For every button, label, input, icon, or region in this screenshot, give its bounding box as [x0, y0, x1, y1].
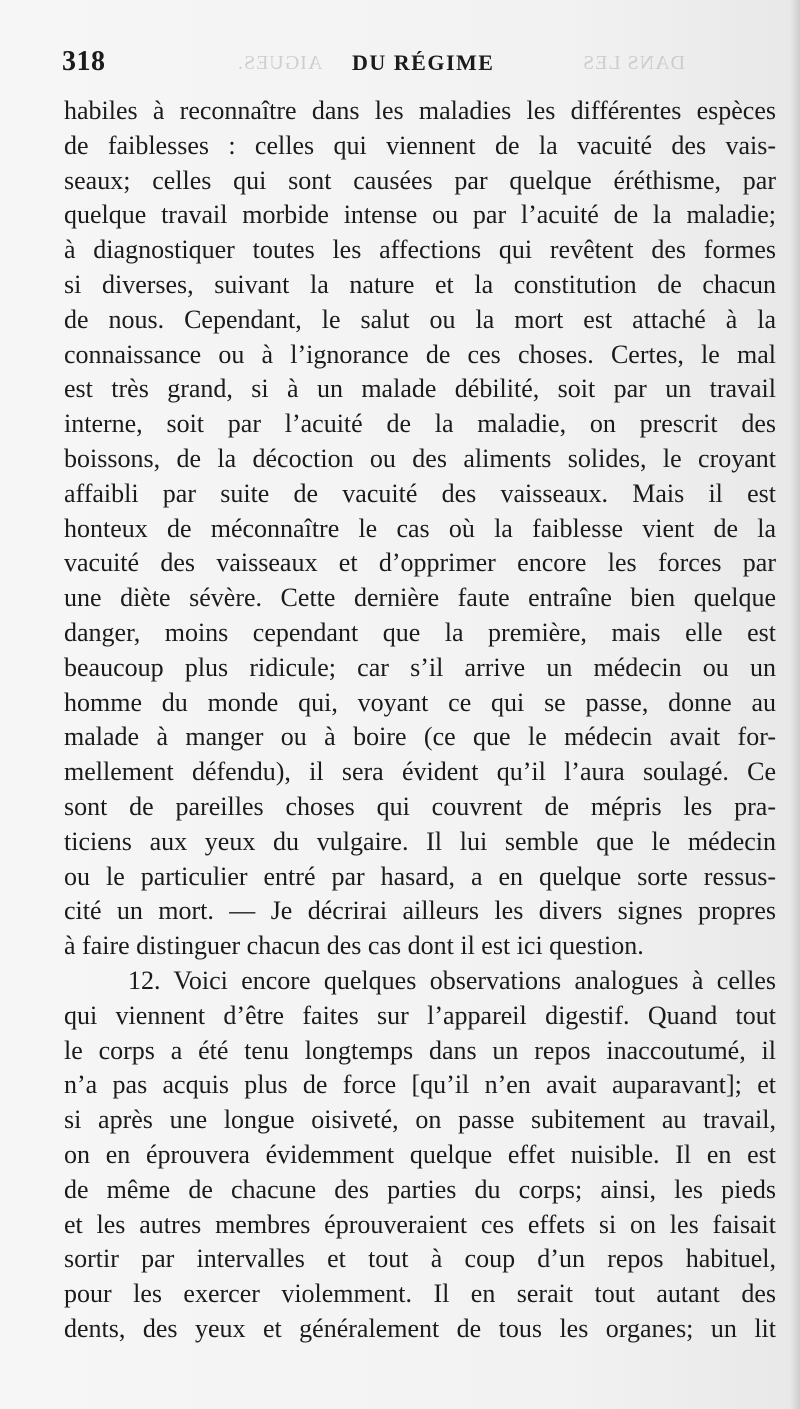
- text-line-paragraph-start: 12. Voici encore quelques observations analogues à celles: [128, 965, 776, 995]
- text-line: seaux; celles qui sont causées par quelque éréthisme, par: [64, 165, 776, 195]
- page-edge-shadow: [790, 0, 800, 1409]
- text-line: malade à manger ou à boire (ce que le médecin avait for-: [64, 722, 776, 752]
- text-line: si diverses, suivant la nature et la constitution de chacun: [64, 269, 776, 299]
- text-line: boissons, de la décoction ou des aliments solides, le croyant: [64, 443, 776, 473]
- body-text: [64, 94, 776, 1347]
- text-line: interne, soit par l’acuité de la maladie, on prescrit des: [64, 409, 776, 439]
- text-line: qui viennent d’être faites sur l’appareil digestif. Quand tout: [64, 1000, 776, 1030]
- text-line: beaucoup plus ridicule; car s’il arrive un médecin ou un: [64, 652, 776, 682]
- text-line: habiles à reconnaître dans les maladies les différentes espèces: [64, 96, 776, 125]
- bleed-through-text-right: DANS LES: [582, 52, 686, 74]
- running-title: DU RÉGIME: [352, 50, 495, 75]
- text-line: une diète sévère. Cette dernière faute entraîne bien quelque: [64, 583, 776, 613]
- bleed-through-text-left: AIGUES.: [237, 52, 323, 74]
- page-header: [62, 46, 774, 86]
- text-line: ticiens aux yeux du vulgaire. Il lui semble que le médecin: [64, 826, 776, 856]
- text-line: si après une longue oisiveté, on passe subitement au travail,: [64, 1105, 776, 1135]
- text-line: sortir par intervalles et tout à coup d’un repos habituel,: [64, 1244, 776, 1274]
- text-line: est très grand, si à un malade débilité, soit par un travail: [64, 374, 776, 404]
- page-number: 318: [62, 46, 106, 77]
- text-line: et les autres membres éprouveraient ces effets si on les faisait: [64, 1209, 776, 1239]
- text-line: de même de chacune des parties du corps; ainsi, les pieds: [64, 1174, 776, 1204]
- text-line: homme du monde qui, voyant ce qui se passe, donne au: [64, 687, 776, 717]
- text-line: vacuité des vaisseaux et d’opprimer encore les forces par: [64, 548, 776, 578]
- text-line: affaibli par suite de vacuité des vaisseaux. Mais il est: [64, 478, 776, 508]
- text-line: connaissance ou à l’ignorance de ces choses. Certes, le mal: [64, 339, 776, 369]
- text-line: ou le particulier entré par hasard, a en quelque sorte ressus-: [64, 861, 776, 891]
- text-line: pour les exercer violemment. Il en serait tout autant des: [64, 1279, 776, 1309]
- text-line: à diagnostiquer toutes les affections qui revêtent des formes: [64, 235, 776, 265]
- text-line: on en éprouvera évidemment quelque effet nuisible. Il en est: [64, 1139, 776, 1169]
- text-line: le corps a été tenu longtemps dans un repos inaccoutumé, il: [64, 1035, 776, 1065]
- text-line: mellement défendu), il sera évident qu’il l’aura soulagé. Ce: [64, 757, 776, 787]
- text-line: honteux de méconnaître le cas où la faiblesse vient de la: [64, 513, 776, 543]
- text-line: de faiblesses : celles qui viennent de la vacuité des vais-: [64, 130, 776, 160]
- text-line: danger, moins cependant que la première, mais elle est: [64, 617, 776, 647]
- text-line: cité un mort. — Je décrirai ailleurs les divers signes propres: [64, 896, 776, 926]
- text-line: de nous. Cependant, le salut ou la mort est attaché à la: [64, 304, 776, 334]
- text-line: n’a pas acquis plus de force [qu’il n’en avait auparavant]; et: [64, 1070, 776, 1100]
- text-line: quelque travail morbide intense ou par l’acuité de la maladie;: [64, 200, 776, 230]
- text-line: à faire distinguer chacun des cas dont il est ici question.: [64, 931, 644, 961]
- text-line: sont de pareilles choses qui couvrent de mépris les pra-: [64, 791, 776, 821]
- text-line: dents, des yeux et généralement de tous les organes; un lit: [64, 1313, 776, 1343]
